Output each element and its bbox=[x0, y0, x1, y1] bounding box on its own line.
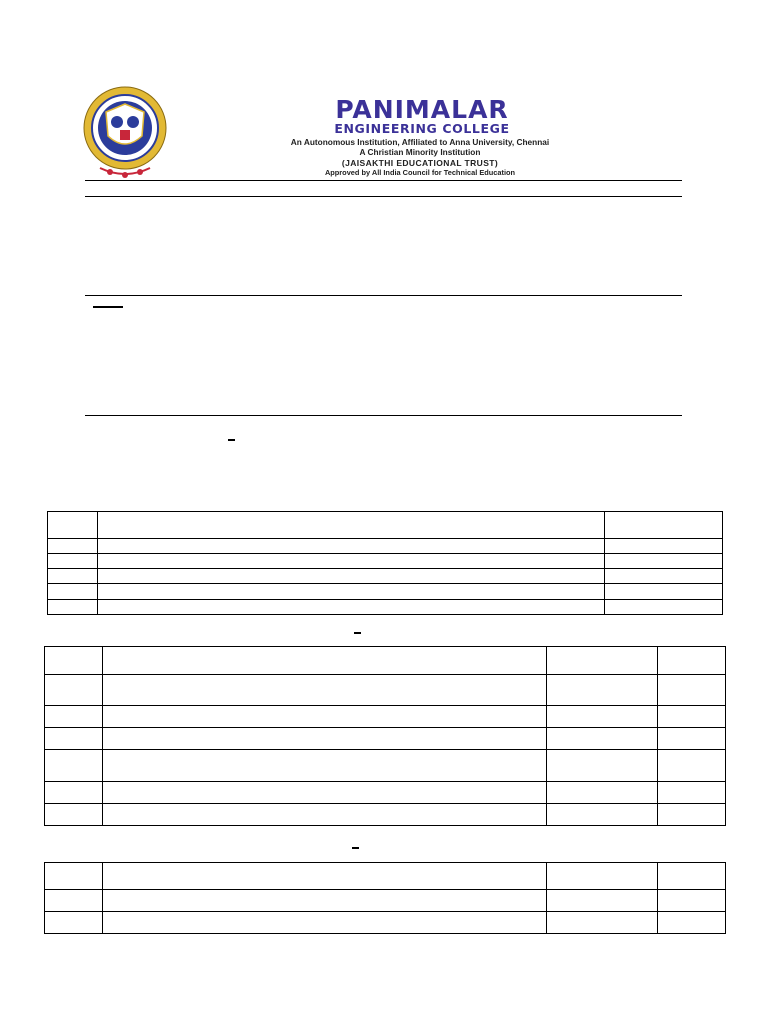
dash-mark bbox=[352, 847, 359, 849]
affiliation-line: An Autonomous Institution, Affiliated to Anna University, Chennai bbox=[290, 137, 550, 147]
college-seal-logo bbox=[80, 84, 170, 180]
table-row bbox=[45, 782, 726, 804]
table-row bbox=[48, 600, 723, 615]
table-row bbox=[45, 647, 726, 675]
dash-mark bbox=[354, 632, 361, 634]
minority-line: A Christian Minority Institution bbox=[359, 147, 481, 157]
table-row bbox=[45, 863, 726, 890]
table-row bbox=[45, 728, 726, 750]
table-1 bbox=[47, 511, 723, 615]
table-row bbox=[45, 750, 726, 782]
table-2 bbox=[44, 646, 726, 826]
table-3 bbox=[44, 862, 726, 934]
section-rule-1 bbox=[85, 295, 682, 296]
table-row bbox=[48, 512, 723, 539]
table-row bbox=[48, 554, 723, 569]
table-row bbox=[45, 890, 726, 912]
college-name: PANIMALAR bbox=[335, 95, 509, 124]
table-row bbox=[48, 569, 723, 584]
table-row bbox=[45, 675, 726, 706]
table-row bbox=[45, 912, 726, 934]
table-row bbox=[45, 804, 726, 826]
header-rule-bottom bbox=[85, 196, 682, 197]
dash-mark bbox=[228, 439, 235, 441]
section-rule-2 bbox=[85, 415, 682, 416]
trust-line: (JAISAKTHI EDUCATIONAL TRUST) bbox=[341, 158, 499, 168]
college-type: ENGINEERING COLLEGE bbox=[334, 121, 510, 136]
approval-line: Approved by All India Council for Technical Education bbox=[324, 168, 516, 177]
header-rule-top bbox=[85, 180, 682, 181]
underline-mark bbox=[93, 306, 123, 308]
table-row bbox=[48, 539, 723, 554]
table-row bbox=[45, 706, 726, 728]
table-row bbox=[48, 584, 723, 600]
